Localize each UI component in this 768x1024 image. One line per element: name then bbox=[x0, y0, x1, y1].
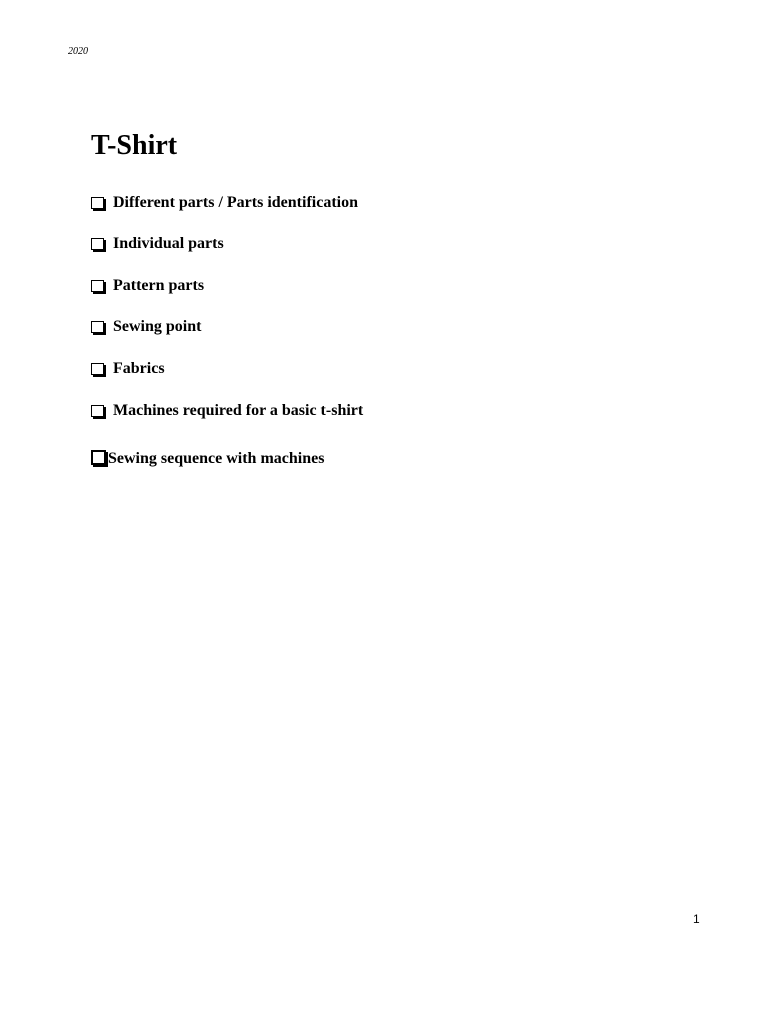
list-item-label: Fabrics bbox=[113, 360, 165, 377]
list-item bbox=[91, 401, 363, 421]
checkbox-bullet-icon bbox=[91, 238, 104, 250]
list-item bbox=[91, 234, 224, 254]
page-title: T-Shirt bbox=[91, 130, 178, 161]
checkbox-bullet-icon bbox=[91, 280, 104, 292]
list-item-label: Sewing point bbox=[113, 318, 202, 335]
list-item bbox=[91, 359, 165, 379]
checkbox-bullet-icon bbox=[91, 363, 104, 375]
list-item-label: Individual parts bbox=[113, 235, 224, 252]
list-item-label: Pattern parts bbox=[113, 277, 205, 294]
list-item-label: Machines required for a basic t-shirt bbox=[113, 402, 364, 419]
list-item bbox=[91, 276, 204, 296]
checkbox-bullet-icon bbox=[91, 405, 104, 417]
list-item bbox=[91, 449, 324, 469]
list-item-label: Different parts / Parts identification bbox=[113, 194, 358, 211]
checkbox-bullet-icon bbox=[91, 321, 104, 333]
list-item-label: Sewing sequence with machines bbox=[108, 450, 325, 467]
checkbox-bullet-icon bbox=[91, 197, 104, 209]
checkbox-bullet-icon bbox=[91, 450, 106, 465]
header-year: 2020 bbox=[68, 46, 88, 57]
list-item bbox=[91, 193, 358, 213]
page-number: 1 bbox=[693, 912, 700, 926]
list-item bbox=[91, 317, 201, 337]
